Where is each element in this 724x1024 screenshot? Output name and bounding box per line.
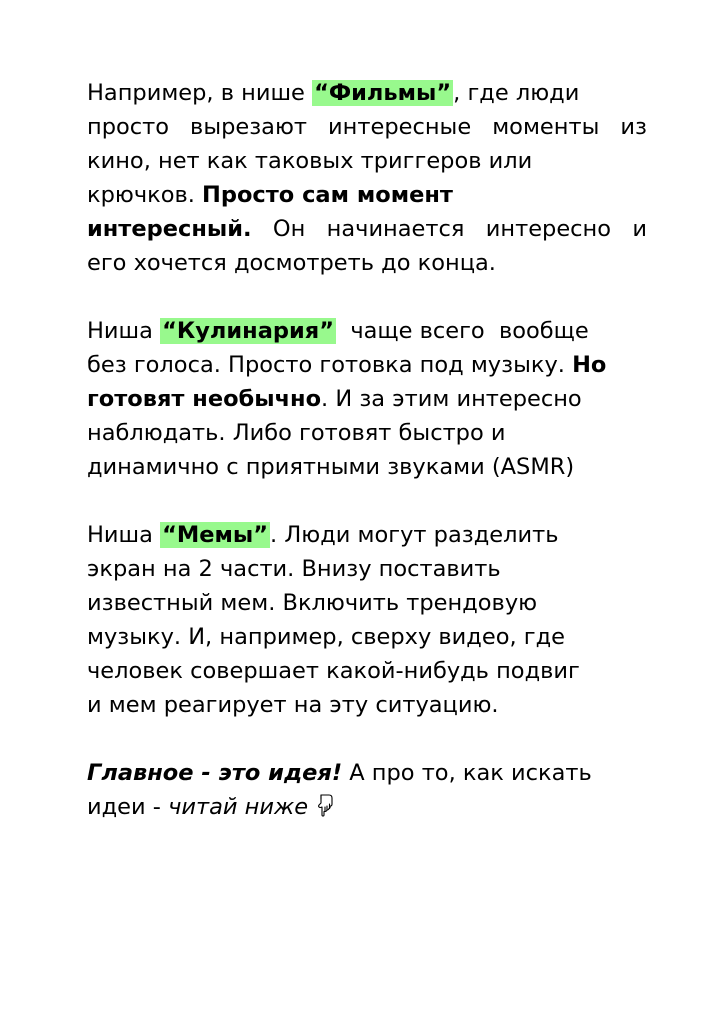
text-line bbox=[87, 348, 647, 382]
text-span: идеи - bbox=[87, 794, 169, 820]
highlight-memes: “Мемы” bbox=[162, 522, 269, 548]
text-span: Ниша bbox=[87, 522, 161, 548]
text-line: экран на 2 части. Внизу поставить bbox=[87, 556, 501, 582]
text-line: просто вырезают интересные моменты из bbox=[87, 114, 647, 140]
text-span: без голоса. Просто готовка под музыку. bbox=[87, 352, 573, 378]
text-span: Он начинается интересно и bbox=[251, 216, 647, 242]
text-span: чаще всего вообще bbox=[336, 318, 589, 344]
paragraph-films bbox=[87, 76, 647, 280]
text-span: Ниша bbox=[87, 318, 161, 344]
text-line bbox=[87, 76, 647, 110]
document-page bbox=[87, 76, 647, 824]
bold-text: интересный. bbox=[87, 216, 252, 242]
text-line: музыку. И, например, сверху видео, где bbox=[87, 624, 565, 650]
text-span: крючков. bbox=[87, 182, 203, 208]
text-line bbox=[87, 756, 647, 790]
text-line: наблюдать. Либо готовят быстро и bbox=[87, 420, 506, 446]
text-line bbox=[87, 314, 647, 348]
text-line bbox=[87, 382, 647, 416]
text-line bbox=[87, 212, 647, 246]
text-span: . Люди могут разделить bbox=[270, 522, 559, 548]
text-line: известный мем. Включить трендовую bbox=[87, 590, 538, 616]
text-line bbox=[87, 790, 647, 824]
highlight-films: “Фильмы” bbox=[314, 80, 452, 106]
highlight-cooking: “Кулинария” bbox=[162, 318, 335, 344]
text-line: и мем реагирует на эту ситуацию. bbox=[87, 692, 499, 718]
paragraph-ideas bbox=[87, 756, 647, 824]
text-line: динамично с приятными звуками (ASMR) bbox=[87, 454, 575, 480]
text-span: Например, в нише bbox=[87, 80, 313, 106]
text-span: . И за этим интересно bbox=[321, 386, 582, 412]
text-span: , где люди bbox=[453, 80, 580, 106]
text-line: его хочется досмотреть до конца. bbox=[87, 250, 496, 276]
paragraph-cooking bbox=[87, 314, 647, 484]
text-span: А про то, как искать bbox=[342, 760, 592, 786]
bold-italic-text: Главное - это идея! bbox=[87, 760, 343, 786]
italic-text: читай ниже bbox=[168, 794, 309, 820]
text-line bbox=[87, 518, 647, 552]
bold-text: готовят необычно bbox=[87, 386, 322, 412]
text-line: кино, нет как таковых триггеров или bbox=[87, 148, 533, 174]
paragraph-memes bbox=[87, 518, 647, 722]
bold-text: Но bbox=[572, 352, 607, 378]
text-line: человек совершает какой-нибудь подвиг bbox=[87, 658, 580, 684]
pointing-down-hand-icon bbox=[314, 790, 336, 824]
text-line bbox=[87, 178, 647, 212]
bold-text: Просто сам момент bbox=[202, 182, 453, 208]
